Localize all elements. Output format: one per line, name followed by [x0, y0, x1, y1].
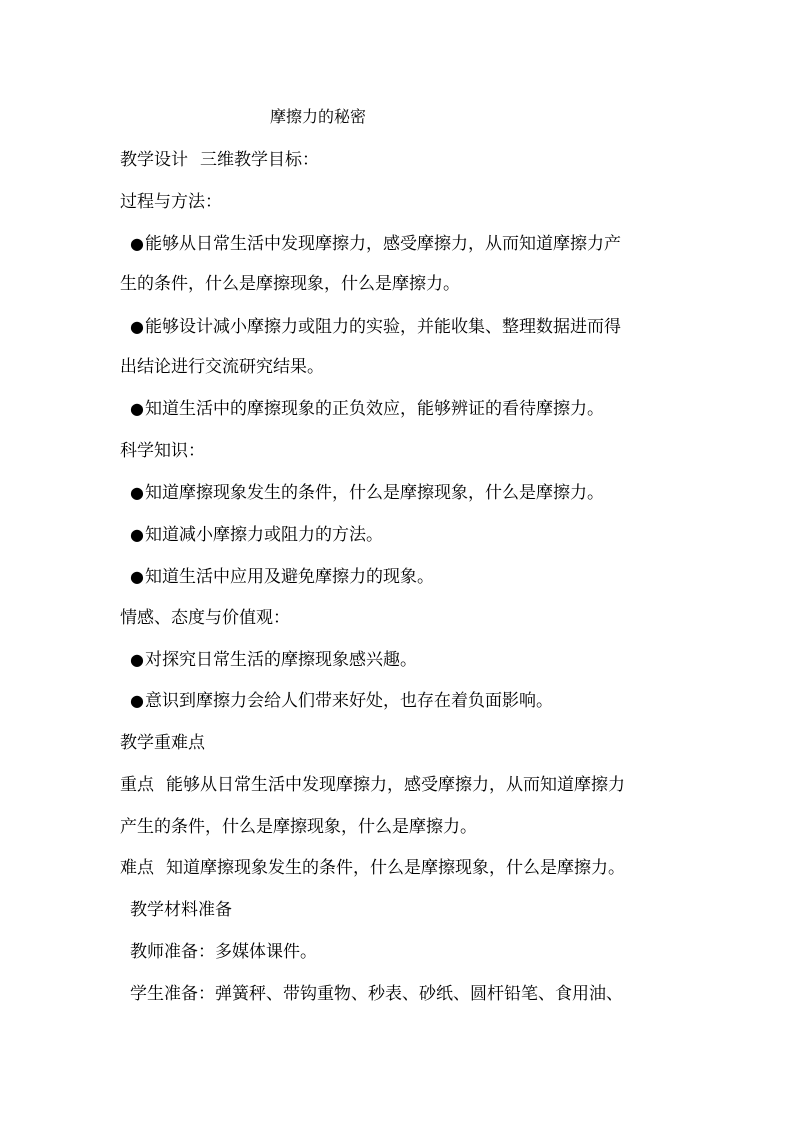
subtitle-line [120, 149, 319, 171]
list-item-continuation: 生的条件，什么是摩擦现象，什么是摩擦力。 [120, 274, 460, 294]
bullet-icon: ● [130, 483, 144, 502]
section-heading-attitude: 情感、态度与价值观： [120, 608, 290, 628]
section-heading-process: 过程与方法： [120, 192, 222, 212]
bullet-icon: ● [130, 567, 144, 586]
list-item [130, 316, 621, 338]
document-title: 摩擦力的秘密 [270, 107, 367, 126]
key-point-label: 重点 [120, 775, 154, 795]
list-item-text: 知道生活中应用及避免摩擦力的现象。 [144, 567, 434, 587]
key-point-text: 能够从日常生活中发现摩擦力，感受摩擦力，从而知道摩擦力 [166, 775, 625, 795]
list-item-text: 能够从日常生活中发现摩擦力，感受摩擦力，从而知道摩擦力产 [144, 234, 621, 254]
section-heading-knowledge: 科学知识： [120, 441, 205, 461]
difficulty-text: 知道摩擦现象发生的条件，什么是摩擦现象，什么是摩擦力。 [166, 858, 625, 878]
student-materials: 学生准备：弹簧秤、带钩重物、秒表、砂纸、圆杆铅笔、食用油、 [130, 984, 623, 1004]
bullet-icon: ● [130, 691, 144, 710]
bullet-icon: ● [130, 399, 144, 418]
list-item [130, 649, 417, 671]
list-item [130, 398, 604, 420]
list-item-continuation: 出结论进行交流研究结果。 [120, 357, 324, 377]
list-item [130, 566, 434, 588]
bullet-icon: ● [130, 234, 144, 253]
list-item [130, 482, 604, 504]
difficulty-label: 难点 [120, 858, 154, 878]
list-item [130, 524, 383, 546]
difficulty-line [120, 857, 625, 879]
bullet-icon: ● [130, 525, 144, 544]
list-item-text: 知道摩擦现象发生的条件，什么是摩擦现象，什么是摩擦力。 [144, 483, 604, 503]
subtitle-text: 三维教学目标： [200, 150, 319, 170]
list-item-text: 知道减小摩擦力或阻力的方法。 [144, 525, 383, 545]
subtitle-label: 教学设计 [120, 150, 188, 170]
list-item-text: 意识到摩擦力会给人们带来好处，也存在着负面影响。 [144, 691, 553, 711]
section-heading-materials: 教学材料准备 [130, 900, 232, 920]
list-item-text: 能够设计减小摩擦力或阻力的实验，并能收集、整理数据进而得 [144, 317, 621, 337]
list-item [130, 690, 553, 712]
teacher-materials: 教师准备：多媒体课件。 [130, 942, 317, 962]
list-item [130, 233, 621, 255]
key-point-line [120, 774, 625, 796]
list-item-text: 对探究日常生活的摩擦现象感兴趣。 [144, 650, 417, 670]
bullet-icon: ● [130, 317, 144, 336]
key-point-continuation: 产生的条件，什么是摩擦现象，什么是摩擦力。 [120, 817, 477, 837]
bullet-icon: ● [130, 650, 144, 669]
section-heading-keypoints: 教学重难点 [120, 733, 205, 753]
list-item-text: 知道生活中的摩擦现象的正负效应，能够辨证的看待摩擦力。 [144, 399, 604, 419]
